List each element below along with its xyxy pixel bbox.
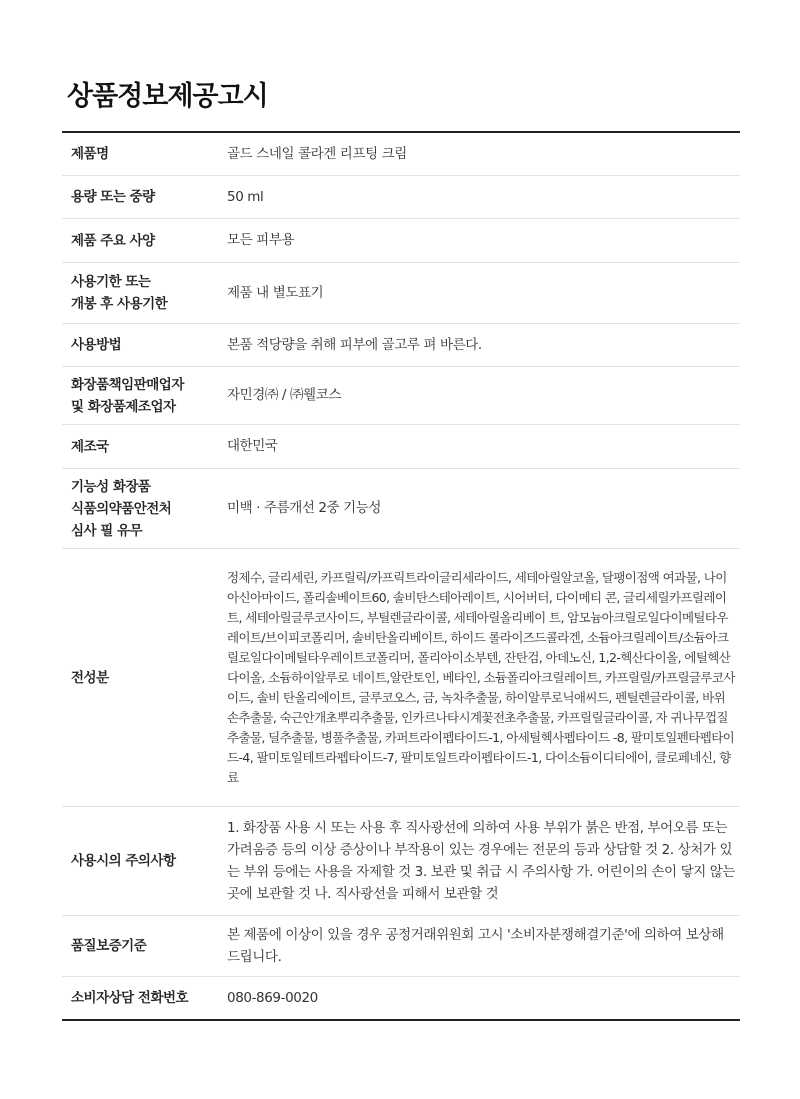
table-row-usage: [62, 324, 740, 367]
row-label: 제품명: [71, 146, 109, 162]
row-value: 골드 스네일 콜라겐 리프팅 크림: [227, 145, 407, 162]
row-value: 정제수, 글리세린, 카프릴릭/카프릭트라이글리세라이드, 세테아릴알코올, 달팽이점액 여과물, 나이아신아마이드, 폴리솔베이트60, 솔비탄스테아레이트, 시어버터, 다이메티 콘, 글리세릴카프릴레이트, 세테아릴글루코사이드, 부틸렌글라이콜, 세테아릴올리베이 트, 암모늄아크릴로일다이메틸타우레이트/브이피코폴리머, 솔비탄올리베이트, 하이드 롤라이즈드콜라겐, 소듐아크릴레이트/소듐아크릴로일다이메틸타우레이트코폴리머, 폴리아이소부텐, 잔탄검, 아데노신, 1,2-헥산다이올, 에틸헥산다이올, 소듐하이알루로 네이트,알란토인, 베타인, 소듐폴리아크릴레이트, 카프릴릴/카프릴글루코사이드, 솔비 탄올리에이트, 글루코오스, 금, 녹차추출물, 하이알루로닉애씨드, 펜틸렌글라이콜, 바위 손추출물, 숙근안개초뿌리추출물, 인카르나타시계꽃전초추출물, 카프릴릴글라이콜, 자 귀나무껍질추출물, 딜추출물, 병풀추출물, 카퍼트라이펩타이드-1, 아세틸헥사펩타이드 -8, 팔미토일펜타펩타이드-4, 팔미토일테트라펩타이드-7, 팔미토일트라이펩타이드-1, 다이소듐이디티에이, 클로페네신, 향료: [227, 569, 735, 785]
row-label: 제조국: [71, 438, 109, 455]
table-row-manufacturer: [62, 367, 740, 425]
row-label: 화장품책임판매업자 및 화장품제조업자: [71, 376, 184, 415]
row-label: 제품 주요 사양: [71, 232, 155, 249]
table-row-functional: [62, 469, 740, 549]
row-value: 미백 · 주름개선 2중 기능성: [227, 500, 382, 516]
table-row-origin: [62, 425, 740, 469]
table-row-volume: [62, 176, 740, 219]
row-label: 용량 또는 중량: [71, 189, 155, 205]
table-row-spec: [62, 219, 740, 263]
row-value: 본품 적당량을 취해 피부에 골고루 펴 바른다.: [227, 336, 482, 353]
row-label: 전성분: [71, 669, 109, 686]
row-value: 080-869-0020: [227, 989, 318, 1006]
row-label: 기능성 화장품 식품의약품안전처 심사 필 유무: [71, 478, 172, 539]
row-value: 제품 내 별도표기: [227, 284, 324, 301]
product-info-table: [62, 131, 740, 1021]
row-value: 대한민국: [227, 438, 278, 454]
row-value: 1. 화장품 사용 시 또는 사용 후 직사광선에 의하여 사용 부위가 붉은 반점, 부어오름 또는 가려움증 등의 이상 증상이나 부작용이 있는 경우에는 전문의 등과 상담할 것 2. 상처가 있는 부위 등에는 사용을 자제할 것 3. 보관 및 취급 시 주의사항 가. 어린이의 손이 닿지 않는 곳에 보관할 것 나. 직사광선을 피해서 보관할 것: [227, 820, 736, 902]
page-title: 상품정보제공고시: [67, 81, 268, 112]
row-value: 모든 피부용: [227, 232, 295, 248]
row-value: 50 ml: [227, 188, 264, 205]
table-row-product-name: [62, 133, 740, 176]
row-label: 품질보증기준: [71, 938, 147, 954]
table-row-quality: [62, 916, 740, 977]
row-label: 사용방법: [71, 337, 122, 353]
table-row-ingredients: [62, 549, 740, 807]
row-label: 소비자상담 전화번호: [71, 990, 189, 1006]
row-label: 사용시의 주의사항: [71, 853, 176, 869]
table-row-expiry: [62, 263, 740, 324]
row-value: 본 제품에 이상이 있을 경우 공정거래위원회 고시 '소비자분쟁해결기준'에 의하여 보상해 드립니다.: [227, 927, 724, 965]
table-row-precautions: [62, 807, 740, 916]
table-row-phone: [62, 977, 740, 1019]
row-value: 자민경㈜ / ㈜웰코스: [227, 387, 341, 403]
row-label: 사용기한 또는 개봉 후 사용기한: [71, 274, 168, 312]
